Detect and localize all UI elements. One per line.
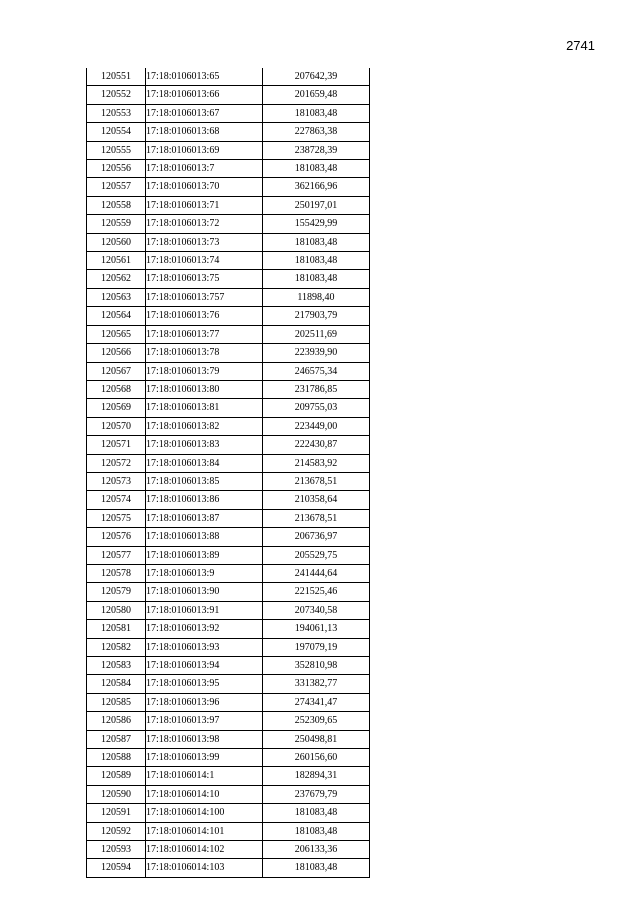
row-number-cell: 120582 [87,638,146,656]
value-cell: 252309,65 [263,712,370,730]
table-row [87,841,370,859]
cadastral-number-cell: 17:18:0106013:90 [146,583,263,601]
table-row [87,859,370,877]
table-row [87,436,370,454]
cadastral-number-cell: 17:18:0106013:74 [146,252,263,270]
table-row [87,270,370,288]
value-cell: 11898,40 [263,288,370,306]
value-cell: 246575,34 [263,362,370,380]
row-number-cell: 120576 [87,528,146,546]
table-row [87,546,370,564]
row-number-cell: 120588 [87,749,146,767]
cadastral-number-cell: 17:18:0106013:86 [146,491,263,509]
row-number-cell: 120593 [87,841,146,859]
row-number-cell: 120569 [87,399,146,417]
row-number-cell: 120565 [87,325,146,343]
cadastral-number-cell: 17:18:0106013:83 [146,436,263,454]
row-number-cell: 120579 [87,583,146,601]
value-cell: 227863,38 [263,123,370,141]
value-cell: 213678,51 [263,472,370,490]
value-cell: 181083,48 [263,270,370,288]
row-number-cell: 120567 [87,362,146,380]
table-row [87,583,370,601]
row-number-cell: 120577 [87,546,146,564]
cadastral-number-cell: 17:18:0106013:9 [146,564,263,582]
row-number-cell: 120585 [87,693,146,711]
cadastral-number-cell: 17:18:0106013:89 [146,546,263,564]
row-number-cell: 120591 [87,804,146,822]
cadastral-number-cell: 17:18:0106013:70 [146,178,263,196]
table-row [87,233,370,251]
value-cell: 181083,48 [294,862,338,874]
table-row [87,767,370,785]
table-row [87,307,370,325]
value-cell: 221525,46 [263,583,370,601]
row-number-cell: 120573 [87,472,146,490]
value-cell: 250197,01 [263,196,370,214]
cadastral-number-cell: 17:18:0106013:85 [146,472,263,490]
table-row [87,104,370,122]
table-row [87,399,370,417]
row-number-cell: 120580 [87,601,146,619]
row-number-cell: 120563 [87,288,146,306]
row-number-cell: 120574 [87,491,146,509]
row-number-cell: 120560 [87,233,146,251]
value-cell: 206133,36 [263,841,370,859]
value-cell: 181083,48 [263,804,370,822]
cadastral-number-cell: 17:18:0106013:84 [146,454,263,472]
row-number-cell: 120587 [87,730,146,748]
row-number-cell: 120562 [87,270,146,288]
cadastral-number-cell: 17:18:0106014:10 [146,785,263,803]
table-row [87,491,370,509]
table-row [87,325,370,343]
cadastral-number-cell: 17:18:0106013:79 [146,362,263,380]
cadastral-number-cell: 17:18:0106013:73 [146,233,263,251]
row-number-cell: 120554 [87,123,146,141]
value-cell: 217903,79 [263,307,370,325]
cadastral-number-cell: 17:18:0106013:82 [146,417,263,435]
value-cell: 181083,48 [263,104,370,122]
value-cell: 250498,81 [263,730,370,748]
cadastral-number-cell: 17:18:0106013:69 [146,141,263,159]
page-number: 2741 [566,38,595,53]
value-cell: 209755,03 [263,399,370,417]
row-number-cell: 120592 [87,822,146,840]
table-row [87,362,370,380]
cadastral-number-cell: 17:18:0106013:76 [146,307,263,325]
value-cell: 197079,19 [263,638,370,656]
table-row [87,86,370,104]
value-cell: 206736,97 [263,528,370,546]
row-number-cell: 120590 [87,785,146,803]
table-row [87,712,370,730]
cadastral-number-cell: 17:18:0106013:95 [146,675,263,693]
row-number-cell: 120578 [87,564,146,582]
cadastral-number-cell: 17:18:0106013:71 [146,196,263,214]
cadastral-number-cell: 17:18:0106013:99 [146,749,263,767]
data-table [86,68,370,878]
cadastral-number-cell: 17:18:0106013:97 [146,712,263,730]
table-row [87,804,370,822]
table-row [87,215,370,233]
value-cell: 207340,58 [263,601,370,619]
table-row [87,822,370,840]
table-body [87,68,370,877]
table-row [87,178,370,196]
cadastral-number-cell: 17:18:0106013:65 [146,68,263,86]
cadastral-number-cell: 17:18:0106014:103 [146,859,263,877]
row-number-cell: 120557 [87,178,146,196]
cadastral-number-cell: 17:18:0106014:100 [146,804,263,822]
table-row [87,344,370,362]
value-cell: 182894,31 [263,767,370,785]
table-row [87,675,370,693]
cadastral-number-cell: 17:18:0106013:75 [146,270,263,288]
value-cell: 214583,92 [263,454,370,472]
cadastral-number-cell: 17:18:0106013:77 [146,325,263,343]
row-number-cell: 120570 [87,417,146,435]
cadastral-number-cell: 17:18:0106013:80 [146,380,263,398]
cadastral-number-cell: 17:18:0106013:93 [146,638,263,656]
value-cell: 207642,39 [263,68,370,86]
value-cell: 181083,48 [263,252,370,270]
value-cell: 352810,98 [263,657,370,675]
value-cell: 202511,69 [263,325,370,343]
value-cell: 194061,13 [263,620,370,638]
table-row [87,638,370,656]
cadastral-number-cell: 17:18:0106013:66 [146,86,263,104]
table-row [87,509,370,527]
table-row [87,196,370,214]
row-number-cell: 120561 [87,252,146,270]
table-row [87,730,370,748]
table-row [87,472,370,490]
row-number-cell: 120552 [87,86,146,104]
value-cell: 331382,77 [263,675,370,693]
cadastral-number-cell: 17:18:0106013:98 [146,730,263,748]
cadastral-number-cell: 17:18:0106013:757 [146,288,263,306]
row-number-cell: 120566 [87,344,146,362]
value-cell: 241444,64 [263,564,370,582]
row-number-cell: 120583 [87,657,146,675]
value-cell: 238728,39 [263,141,370,159]
cadastral-number-cell: 17:18:0106013:67 [146,104,263,122]
cadastral-number-cell: 17:18:0106014:102 [146,841,263,859]
cadastral-number-cell: 17:18:0106013:78 [146,344,263,362]
row-number-cell: 120581 [87,620,146,638]
cadastral-number-cell: 17:18:0106013:7 [146,160,263,178]
cadastral-number-cell: 17:18:0106013:88 [146,528,263,546]
cadastral-number-cell: 17:18:0106013:94 [146,657,263,675]
row-number-cell: 120559 [87,215,146,233]
row-number-cell: 120568 [87,380,146,398]
cadastral-number-cell: 17:18:0106013:68 [146,123,263,141]
value-cell: 237679,79 [263,785,370,803]
table-row [87,620,370,638]
row-number-cell: 120572 [87,454,146,472]
table-row [87,601,370,619]
value-cell: 274341,47 [263,693,370,711]
cadastral-number-cell: 17:18:0106013:87 [146,509,263,527]
value-cell: 210358,64 [263,491,370,509]
value-cell: 223449,00 [263,417,370,435]
row-number-cell: 120551 [87,68,146,86]
value-cell: 155429,99 [263,215,370,233]
table-row [87,252,370,270]
value-cell: 260156,60 [263,749,370,767]
table-row [87,160,370,178]
table-row [87,288,370,306]
row-number-cell: 120571 [87,436,146,454]
value-cell: 222430,87 [263,436,370,454]
table-row [87,123,370,141]
table-row [87,749,370,767]
row-number-cell: 120558 [87,196,146,214]
cadastral-number-cell: 17:18:0106013:91 [146,601,263,619]
cadastral-number-cell: 17:18:0106013:72 [146,215,263,233]
value-cell: 181083,48 [263,822,370,840]
value-cell: 231786,85 [263,380,370,398]
row-number-cell: 120589 [87,767,146,785]
table-row [87,528,370,546]
table-row [87,785,370,803]
value-cell: 213678,51 [263,509,370,527]
table-row [87,417,370,435]
value-cell: 223939,90 [263,344,370,362]
value-cell: 181083,48 [263,233,370,251]
cadastral-number-cell: 17:18:0106014:101 [146,822,263,840]
table-row [87,68,370,86]
row-number-cell: 120564 [87,307,146,325]
row-number-cell: 120553 [87,104,146,122]
table-row [87,657,370,675]
row-number-cell: 120594 [87,859,146,877]
row-number-cell: 120584 [87,675,146,693]
table-row [87,564,370,582]
cadastral-number-cell: 17:18:0106013:92 [146,620,263,638]
row-number-cell: 120575 [87,509,146,527]
value-cell: 201659,48 [263,86,370,104]
table-row [87,454,370,472]
table-row [87,141,370,159]
value-cell: 181083,48 [263,160,370,178]
row-number-cell: 120555 [87,141,146,159]
table-row [87,693,370,711]
value-cell: 205529,75 [263,546,370,564]
value-cell: 362166,96 [263,178,370,196]
row-number-cell: 120556 [87,160,146,178]
cadastral-number-cell: 17:18:0106013:81 [146,399,263,417]
table-row [87,380,370,398]
row-number-cell: 120586 [87,712,146,730]
cadastral-number-cell: 17:18:0106013:96 [146,693,263,711]
cadastral-number-cell: 17:18:0106014:1 [146,767,263,785]
